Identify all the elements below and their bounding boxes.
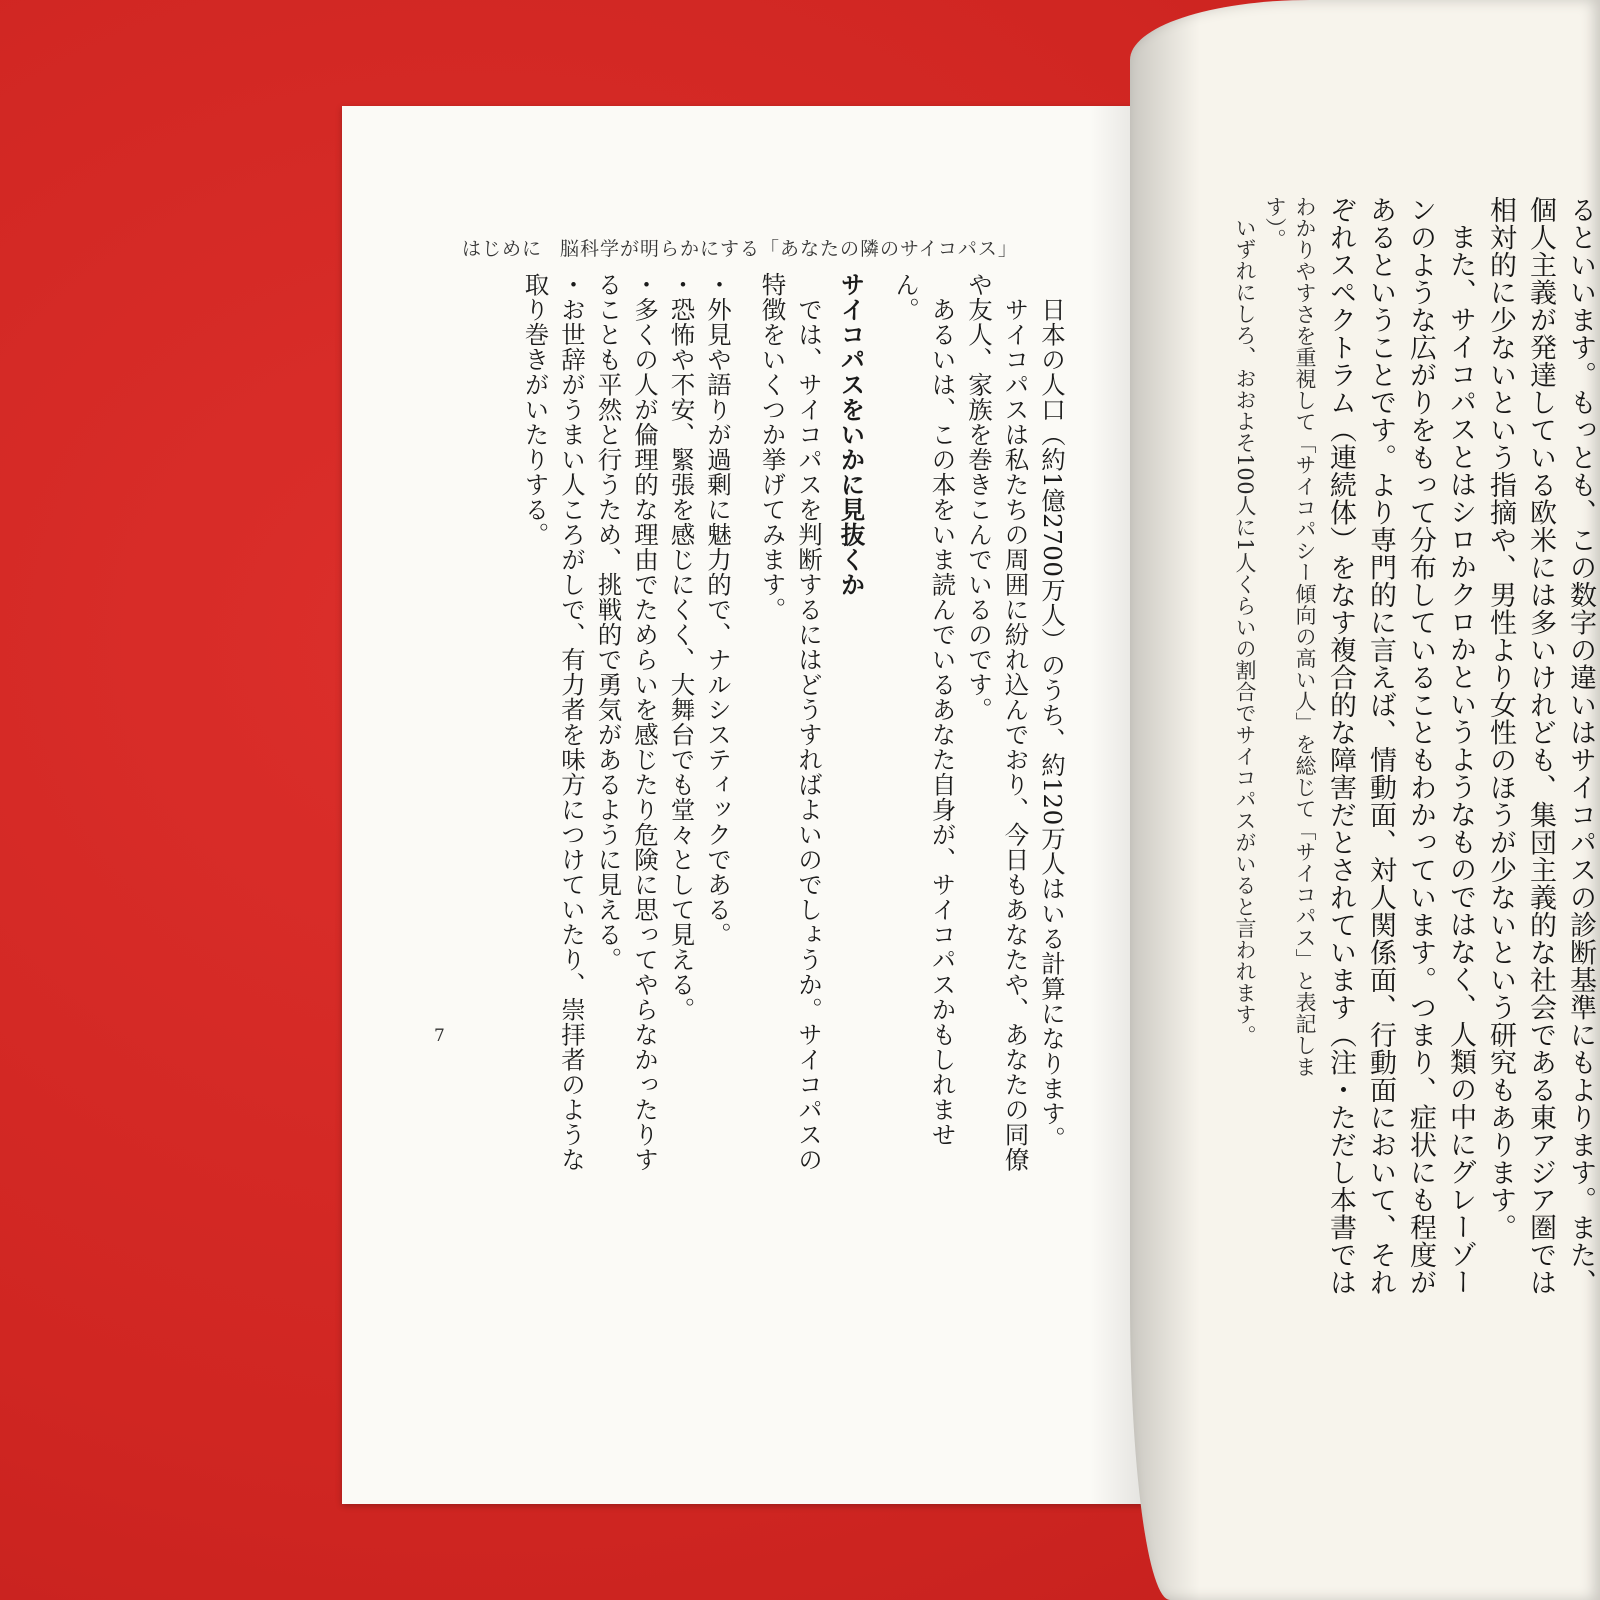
running-head bbox=[462, 234, 1018, 261]
text-line: す）。 bbox=[1263, 196, 1287, 250]
text-line: また、サイコパスとはシロかクロかというようなものではなく、人類の中にグレーゾー bbox=[1445, 223, 1476, 1296]
text-line: 相対的に少ないという指摘や、男性より女性のほうが少ないという研究もあります。 bbox=[1485, 196, 1516, 1241]
text-line: るといいます。もっとも、この数字の違いはサイコパスの診断基準にもよります。また、 bbox=[1565, 196, 1596, 1296]
paragraph: サイコパスは私たちの周囲に紛れ込んでおり、今日もあなたや、あなたの同僚や友人、家族を巻きこんでいるのです。 bbox=[965, 272, 1031, 1172]
bullet-item: ・多くの人が倫理的な理由でためらいを感じたり危険に思ってやらなかったりすることも平然と行うため、挑戦的で勇気があるように見える。 bbox=[594, 272, 660, 1172]
paragraph: 日本の人口（約1億2700万人）のうち、約120万人はいる計算になります。 bbox=[1038, 296, 1067, 1151]
paragraph: あるいは、この本をいま読んでいるあなた自身が、サイコパスかもしれません。 bbox=[892, 272, 958, 1147]
bullet-item: ・お世辞がうまい人ころがしで、有力者を味方につけていたり、崇拝者のような取り巻きがいたりする。 bbox=[521, 272, 587, 1172]
bullet-item: ・恐怖や不安、緊張を感じにくく、大舞台でも堂々として見える。 bbox=[667, 272, 697, 1022]
text-line: ンのような広がりをもって分布していることもわかっています。つまり、症状にも程度が bbox=[1405, 196, 1436, 1296]
right-book-page bbox=[1130, 0, 1600, 1600]
right-page-body bbox=[1160, 196, 1600, 1496]
paragraph: では、サイコパスを判断するにはどうすればよいのでしょうか。サイコパスの特徴をいくつか挙げてみます。 bbox=[758, 272, 824, 1172]
left-page-body bbox=[430, 272, 1070, 1172]
text-line: わかりやすさを重視して「サイコパシー傾向の高い人」を総じて「サイコパス」と表記しま bbox=[1293, 196, 1317, 1078]
running-head-title: 脳科学が明らかにする「あなたの隣のサイコパス」 bbox=[560, 238, 1018, 260]
spacer bbox=[736, 272, 754, 1172]
spacer bbox=[870, 272, 888, 1172]
text-line: 個人主義が発達している欧米には多いけれども、集団主義的な社会である東アジア圏では bbox=[1525, 196, 1556, 1296]
text-line: いずれにしろ、おおよそ100人に1人くらいの割合でサイコパスがいると言われます。 bbox=[1233, 217, 1257, 1047]
left-book-page bbox=[342, 106, 1150, 1504]
text-line: あるということです。より専門的に言えば、情動面、対人関係面、行動面において、それ bbox=[1365, 196, 1396, 1296]
page-number: 7 bbox=[434, 1026, 445, 1046]
text-line: ぞれスペクトラム（連続体）をなす複合的な障害だとされています（注・ただし本書では bbox=[1325, 196, 1356, 1296]
section-heading: サイコパスをいかに見抜くか bbox=[837, 272, 867, 597]
bullet-item: ・外見や語りが過剰に魅力的で、ナルシスティックである。 bbox=[704, 272, 733, 947]
running-head-section: はじめに bbox=[462, 238, 543, 260]
